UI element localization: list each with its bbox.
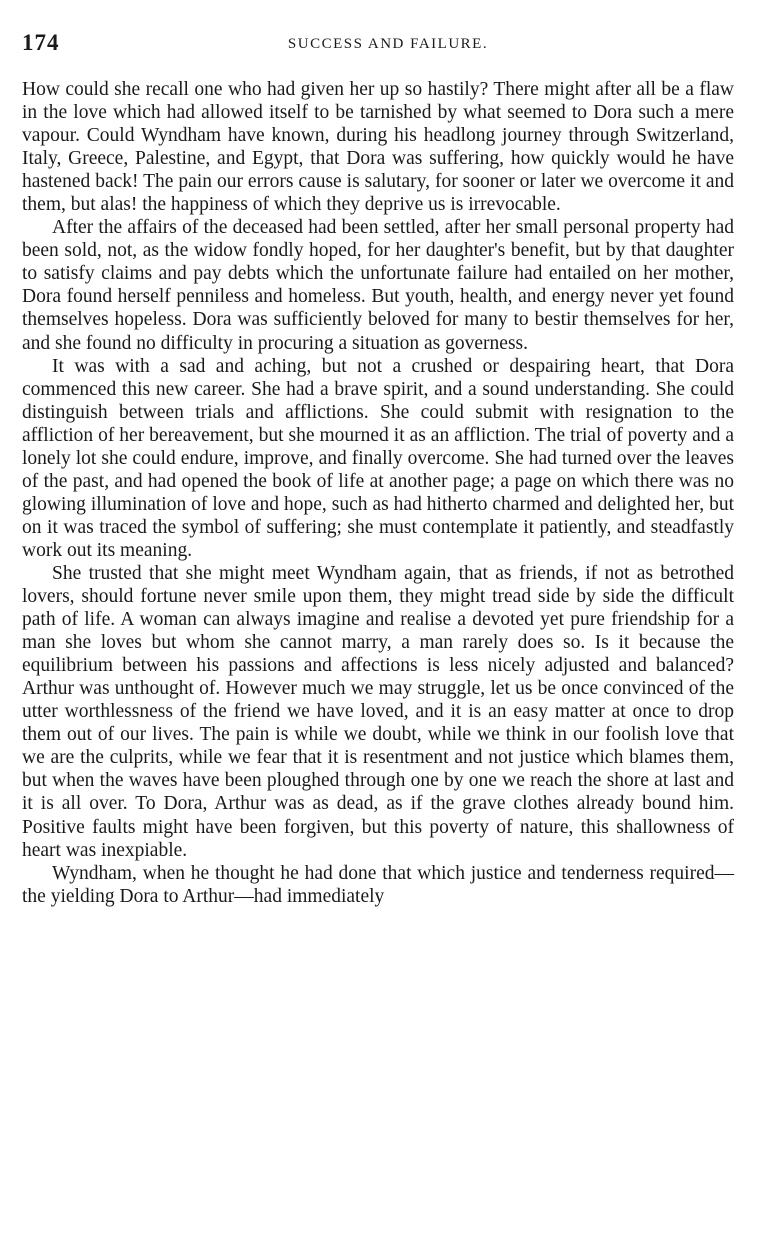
page-number: 174 <box>22 30 60 55</box>
paragraph: After the affairs of the deceased had been settled, after her small personal property had been sold, not, as the widow fondly hoped, for her daughter's benefit, but by that daughter to satisfy claims and pay debts which the unfortunate failure had entailed on her mother, Dora found herself penniless and homeless. But youth, health, and energy never yet found themselves hopeless. Dora was sufficiently beloved for many to bestir themselves for her, and she found no difficulty in procuring a situation as governess. <box>22 217 734 354</box>
book-page <box>22 30 734 908</box>
paragraph-continued: How could she recall one who had given her up so hastily? There might after all be a flaw in the love which had allowed itself to be tarnished by what seemed to Dora such a mere vapour. Could Wyndham have known, during his headlong journey through Switzerland, Italy, Greece, Palestine, and Egypt, that Dora was suffering, how quickly would he have hastened back! The pain our errors cause is salutary, for sooner or later we overcome it and them, but alas! the happiness of which they deprive us is irrevocable. <box>22 79 734 216</box>
running-head <box>22 30 734 60</box>
paragraph: It was with a sad and aching, but not a crushed or despairing heart, that Dora commenced this new career. She had a brave spirit, and a sound understanding. She could distinguish between trials and afflictions. She could submit with resignation to the affliction of her bereavement, but she mourned it as an affliction. The trial of poverty and a lonely lot she could endure, improve, and finally overcome. She had turned over the leaves of the past, and had opened the book of life at another page; a page on which there was no glowing illumination of love and hope, such as had hitherto charmed and delighted her, but on it was traced the symbol of suffering; she must contemplate it patiently, and steadfastly work out its meaning. <box>22 355 734 561</box>
paragraph: She trusted that she might meet Wyndham again, that as friends, if not as betrothed lovers, should fortune never smile upon them, they might tread side by side the difficult path of life. A woman can always imagine and realise a devoted yet pure friendship for a man she loves but whom she cannot marry, a man rarely does so. Is it because the equilibrium between his passions and affections is less nicely adjusted and balanced? Arthur was unthought of. However much we may struggle, let us be once convinced of the utter worthlessness of the friend we have loved, and it is an easy matter at once to drop them out of our lives. The pain is while we doubt, while we think in our foolish love that we are the culprits, while we fear that it is resentment and not justice which blames them, but when the waves have been ploughed through one by one we reach the shore at last and it is all over. To Dora, Arthur was as dead, as if the grave clothes already bound him. Positive faults might have been forgiven, but this poverty of nature, this shallowness of heart was inexpiable. <box>22 562 734 861</box>
running-title: SUCCESS AND FAILURE. <box>287 36 489 52</box>
body-text <box>22 78 734 908</box>
paragraph-last: Wyndham, when he thought he had done that which justice and tenderness required—the yielding Dora to Arthur—had immediately <box>22 862 734 907</box>
